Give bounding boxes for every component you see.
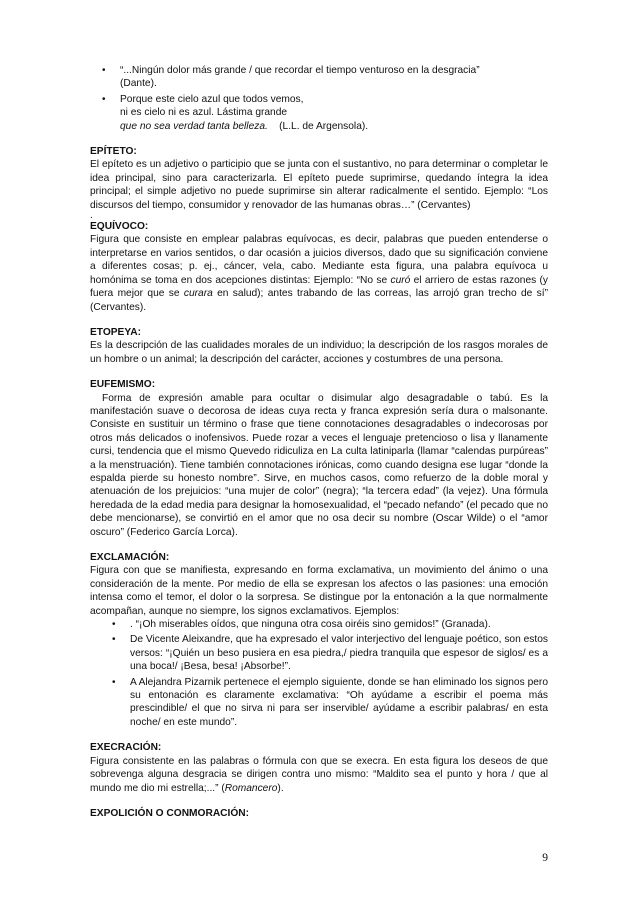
text-run: ). bbox=[277, 782, 284, 794]
quote-italic: que no sea verdad tanta belleza. bbox=[120, 120, 268, 132]
text-run: Figura que consiste en emplear palabras equívocas, es decir, palabras que pueden entenderse o interpretarse en varios sentidos, o dar ocasión a juicios diversos, dado que su significación conviene a diferentes cosas; p. ej., cáncer, vela, cabo. Mediante esta figura, una palabra equívoca u homónima se toma en dos acepciones distintas: Ejemplo: “No se bbox=[90, 234, 548, 286]
section-heading: EQUÍVOCO: bbox=[90, 221, 149, 233]
bullet-icon: • bbox=[102, 65, 106, 76]
example-text: . “¡Oh miserables oídos, que ninguna otra cosa oiréis sino gemidos!” (Granada). bbox=[130, 619, 491, 631]
intro-quote-list bbox=[98, 64, 548, 133]
list-item bbox=[98, 93, 548, 133]
section-heading: EXECRACIÓN: bbox=[90, 742, 162, 754]
bullet-icon: • bbox=[112, 619, 116, 631]
section-heading: EPÍTETO: bbox=[90, 146, 137, 158]
quote-attribution: (L.L. de Argensola). bbox=[267, 120, 369, 132]
section-text bbox=[90, 233, 548, 313]
page-number: 9 bbox=[542, 852, 548, 864]
quote-line: “...Ningún dolor más grande / que recordar el tiempo venturoso en la desgracia” bbox=[120, 65, 480, 76]
section-text bbox=[90, 755, 548, 795]
list-item bbox=[108, 633, 548, 673]
bullet-icon: • bbox=[112, 634, 116, 646]
section-expolicion bbox=[90, 807, 548, 820]
list-item bbox=[98, 64, 548, 91]
list-item bbox=[108, 618, 548, 631]
section-text: El epíteto es un adjetivo o participio que se junta con el sustantivo, no para determinar o completar le idea principal, sino para caracterizarla. El epíteto puede suprimirse, quedando íntegra la idea principal; el simple adjetivo no puede suprimirse sin alterar radicalmente el sentido. Ejemplo: “Los discursos del tiempo, consumidor y renovador de las humanas obras…” (Cervantes) bbox=[90, 159, 548, 211]
document-page bbox=[90, 64, 548, 820]
example-text: De Vicente Aleixandre, que ha expresado el valor interjectivo del lenguaje poético, son estos versos: “¡Quién un beso pusiera en esa piedra,/ piedra tranquila que espesor de siglos/ es a una boca!/ ¡Besa, besa! ¡Absorbe!”. bbox=[130, 634, 548, 673]
section-epiteto bbox=[90, 145, 548, 220]
text-run: el arriero de estas razones (y fuera mejor que se bbox=[90, 274, 549, 300]
section-heading: EXPOLICIÓN O CONMORACIÓN: bbox=[90, 807, 250, 819]
section-text: Es la descripción de las cualidades morales de un individuo; la descripción de los rasgos morales de un hombre o un animal; la descripción del carácter, acciones y costumbres de una persona. bbox=[90, 340, 548, 365]
text-run: Figura consistente en las palabras o fórmula con que se execra. En esta figura los deseos de que sobrevenga alguna desgracia se dirigen contra uno mismo: “Maldito sea el punto y hora / que al mundo me dio mi estrella;...” ( bbox=[90, 755, 548, 794]
section-etopeya bbox=[90, 326, 548, 366]
section-heading: ETOPEYA: bbox=[90, 326, 141, 338]
quote-line: Porque este cielo azul que todos vemos, bbox=[120, 93, 304, 105]
section-heading: EXCLAMACIÓN: bbox=[90, 552, 170, 563]
quote-line bbox=[120, 120, 548, 133]
section-execracion bbox=[90, 741, 548, 795]
example-text: A Alejandra Pizarnik pertenece el ejemplo siguiente, donde se han eliminado los signos pero su entonación es claramente exclamativa: “Oh ayúdame a escribir el poema más prescindible/ el que no sirva ni para ser inservible/ ayúdame a escribir palabras/ en esta noche/ en este mundo”. bbox=[130, 676, 548, 728]
section-text: Forma de expresión amable para ocultar o disimular algo desagradable o tabú. Es la manifestación suave o decorosa de ideas cuya recta y franca expresión sería dura o malsonante. Consiste en sustituir un término o frase que tiene connotaciones desagradables o indecorosas por otros más delicados o inofensivos. Puede rozar a veces el lenguaje pretencioso o lisa y llanamente cursi, tendencia que el mismo Quevedo ridiculiza en La culta latiniparla (llamar “calendas purpúreas” a la menstruación). Tiene también connotaciones irónicas, como cuando designa ese lugar “donde la espalda pierde su honesto nombre”. Sirve, en muchos casos, como refuerzo de la doble moral y atenuación de los prejuicios: “una mujer de color” (negra); “la tercera edad” (la vejez). Una fórmula heredada de la edad media para designar la homosexualidad, el “pecado nefando” (el pecado que no debe mencionarse), se convirtió en el amor que no osa decir su nombre (Oscar Wilde) o el “amor oscuro” (Federico García Lorca). bbox=[90, 392, 548, 538]
section-eufemismo bbox=[90, 378, 548, 539]
italic-run: Romancero bbox=[224, 782, 278, 794]
section-exclamacion bbox=[90, 551, 548, 729]
stray-dot: . bbox=[90, 210, 93, 222]
section-text: Figura con que se manifiesta, expresando en forma exclamativa, un movimiento del ánimo o una consideración de la mente. Por medio de ella se expresan los afectos o las pasiones: una emoción intensa como el temor, el dolor o la sorpresa. Se distingue por la entonación a la que normalmente acompañan, aunque no siempre, los signos exclamativos. Ejemplos: bbox=[90, 565, 548, 617]
italic-run: curara bbox=[183, 288, 213, 300]
section-equivoco bbox=[90, 220, 548, 314]
bullet-icon: • bbox=[102, 93, 106, 105]
section-heading: EUFEMISMO: bbox=[90, 379, 156, 391]
quote-line: (Dante). bbox=[120, 78, 157, 90]
example-list bbox=[108, 618, 548, 729]
quote-line: ni es cielo ni es azul. Lástima grande bbox=[120, 107, 288, 119]
list-item bbox=[108, 676, 548, 730]
text-run: en salud); antes trabando de las correas, las arrojó gran trecho de sí” (Cervantes). bbox=[90, 288, 548, 313]
italic-run: curó bbox=[390, 274, 411, 286]
bullet-icon: • bbox=[112, 676, 116, 688]
